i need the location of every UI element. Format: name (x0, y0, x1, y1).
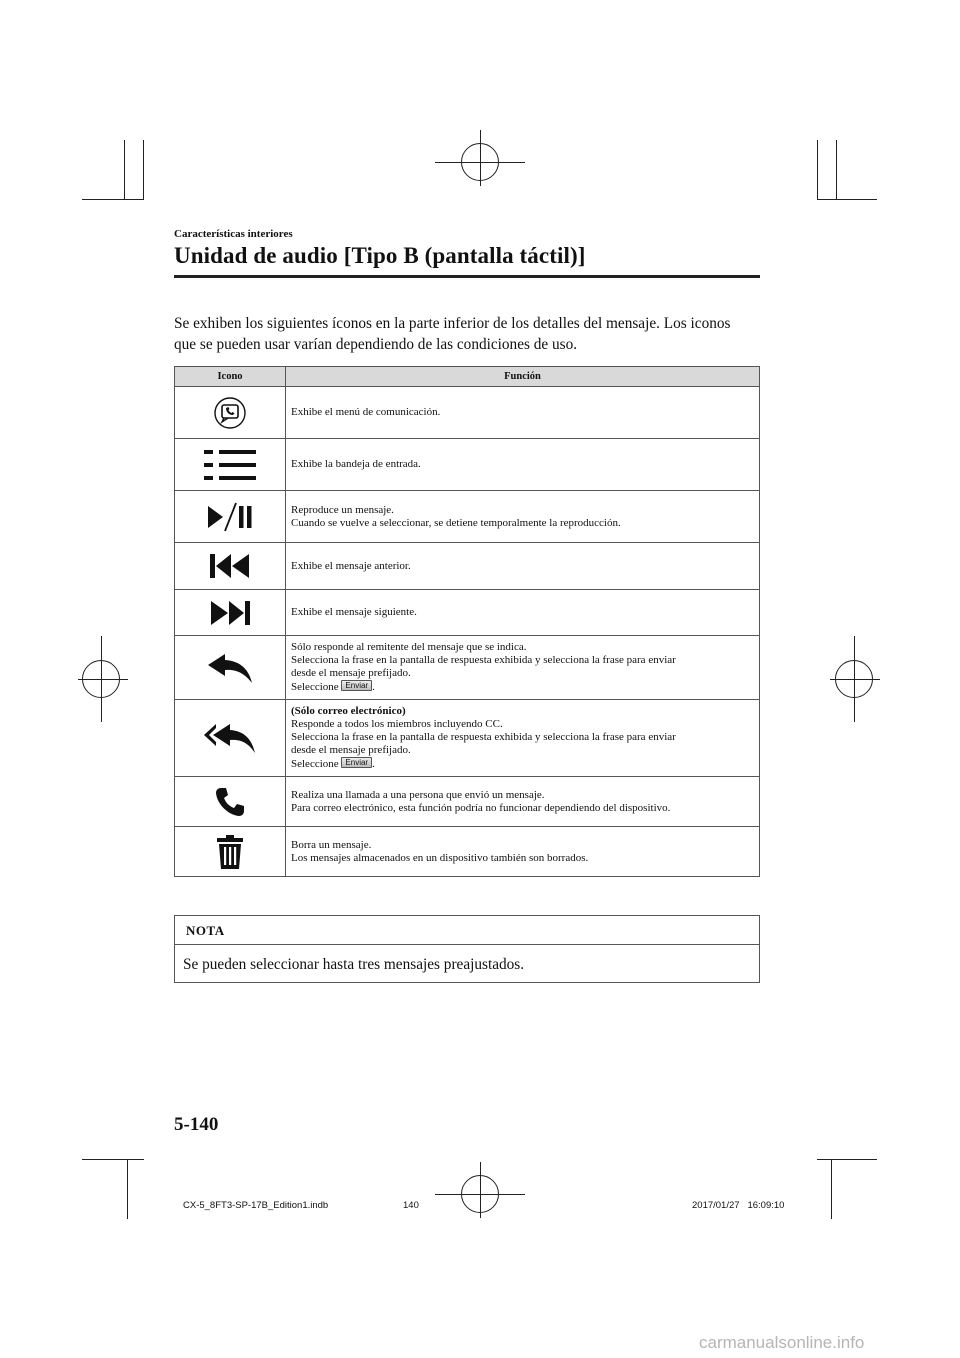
table-row (175, 636, 760, 700)
function-text-bold: (Sólo correo electrónico) (291, 705, 406, 717)
function-cell (286, 491, 760, 543)
title-rule (174, 275, 760, 278)
function-text: Realiza una llamada a una persona que envió un mensaje. (291, 788, 545, 801)
icon-cell (175, 700, 286, 777)
function-text: Para correo electrónico, esta función podría no funcionar dependiendo del dispositivo. (291, 801, 671, 814)
function-text: Los mensajes almacenados en un dispositivo también son borrados. (291, 851, 589, 864)
intro-paragraph (174, 313, 764, 355)
function-cell (286, 777, 760, 827)
function-text: Selecciona la frase en la pantalla de respuesta exhibida y selecciona la frase para enviar (291, 654, 676, 666)
communication-menu-icon (213, 396, 247, 430)
function-text: desde el mensaje prefijado. (291, 667, 411, 679)
footer-datetime: 2017/01/27 16:09:10 (692, 1200, 785, 1211)
section-label: Características interiores (174, 228, 293, 240)
function-text: Cuando se vuelve a seleccionar, se detiene temporalmente la reproducción. (291, 516, 621, 529)
page-number: 5-140 (174, 1114, 219, 1135)
icon-cell (175, 590, 286, 636)
watermark: carmanualsonline.info (699, 1333, 865, 1352)
function-text: Exhibe el menú de comunicación. (291, 406, 441, 418)
page-title: Unidad de audio [Tipo B (pantalla táctil)] (174, 243, 586, 268)
select-instruction (291, 680, 755, 694)
function-cell (286, 590, 760, 636)
inbox-list-icon (202, 448, 258, 482)
select-prefix: Seleccione (291, 681, 339, 693)
icon-cell (175, 439, 286, 491)
select-instruction (291, 757, 755, 771)
function-text: Exhibe el mensaje anterior. (291, 559, 411, 572)
reply-icon (205, 651, 255, 685)
icon-cell (175, 491, 286, 543)
header-icon: Icono (175, 367, 286, 387)
icon-cell (175, 636, 286, 700)
table-row (175, 827, 760, 877)
table-row (175, 700, 760, 777)
function-cell (286, 543, 760, 590)
previous-icon (208, 551, 252, 581)
select-suffix: . (372, 758, 375, 770)
function-cell (286, 700, 760, 777)
function-cell (286, 387, 760, 439)
table-row (175, 491, 760, 543)
phone-icon (213, 785, 247, 819)
note-box (174, 915, 760, 983)
function-text: Exhibe la bandeja de entrada. (291, 458, 421, 470)
footer-filename: CX-5_8FT3-SP-17B_Edition1.indb (183, 1200, 329, 1211)
function-cell (286, 636, 760, 700)
function-text: Responde a todos los miembros incluyendo CC. (291, 718, 503, 730)
reply-all-icon (202, 721, 258, 755)
trash-icon (215, 834, 245, 870)
function-cell (286, 439, 760, 491)
table-row (175, 387, 760, 439)
table-row (175, 590, 760, 636)
next-icon (208, 598, 252, 628)
table-row (175, 543, 760, 590)
icon-cell (175, 777, 286, 827)
function-text: Borra un mensaje. (291, 838, 372, 851)
icon-cell (175, 543, 286, 590)
function-text: Sólo responde al remitente del mensaje que se indica. (291, 641, 527, 653)
enviar-button-image: Enviar (341, 680, 372, 691)
enviar-button-image: Enviar (341, 757, 372, 768)
intro-line: que se pueden usar varían dependiendo de las condiciones de uso. (174, 336, 578, 353)
select-suffix: . (372, 681, 375, 693)
icon-cell (175, 827, 286, 877)
icon-function-table (174, 366, 760, 877)
icon-cell (175, 387, 286, 439)
function-text: Selecciona la frase en la pantalla de respuesta exhibida y selecciona la frase para enviar (291, 731, 676, 743)
note-text: Se pueden seleccionar hasta tres mensajes preajustados. (183, 956, 525, 973)
intro-line: Se exhiben los siguientes íconos en la parte inferior de los detalles del mensaje. Los iconos (174, 315, 731, 332)
function-text: desde el mensaje prefijado. (291, 744, 411, 756)
note-divider (175, 944, 759, 945)
select-prefix: Seleccione (291, 758, 339, 770)
function-cell (286, 827, 760, 877)
table-row (175, 777, 760, 827)
footer-page: 140 (403, 1200, 419, 1211)
header-function: Función (286, 367, 760, 387)
function-text: Exhibe el mensaje siguiente. (291, 606, 417, 618)
function-text: Reproduce un mensaje. (291, 503, 394, 516)
table-row (175, 439, 760, 491)
table-header-row (175, 367, 760, 387)
play-pause-icon (205, 500, 255, 534)
note-title: NOTA (186, 923, 225, 938)
